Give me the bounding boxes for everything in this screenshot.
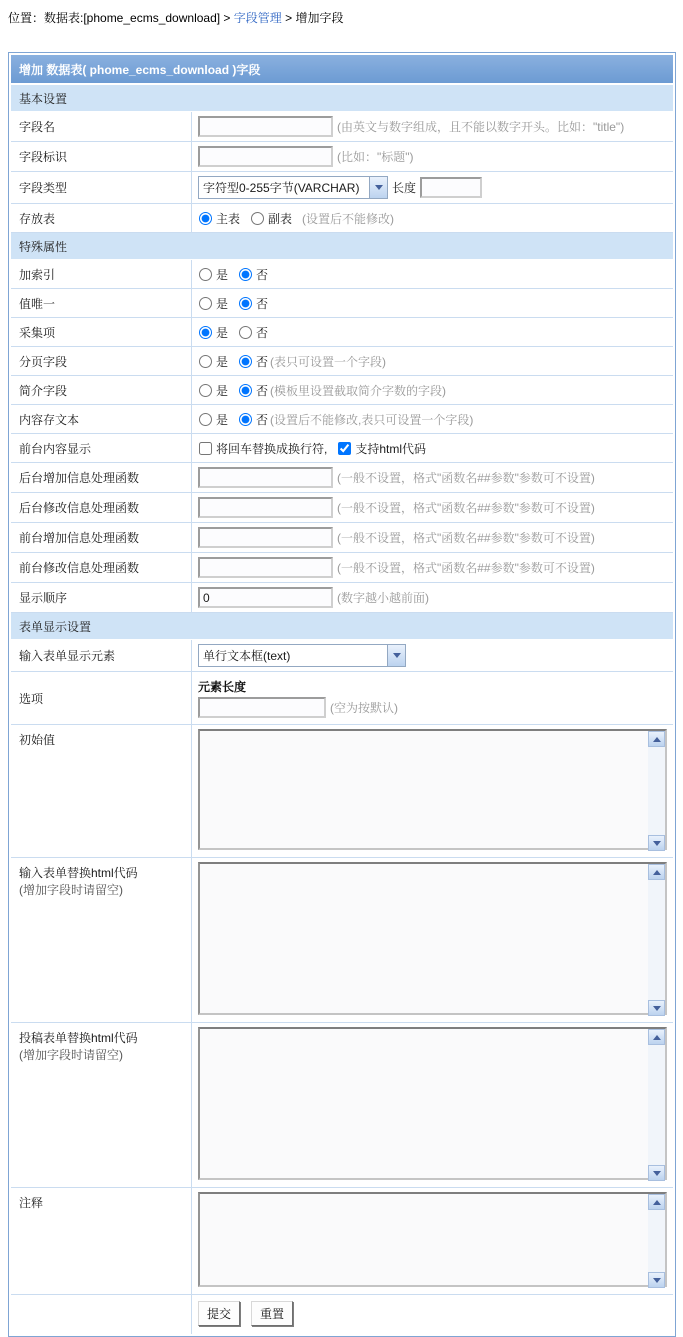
intro-field-label: 简介字段 <box>11 376 192 404</box>
row-content-text <box>11 405 673 434</box>
intro-field-no-radio[interactable] <box>239 384 252 397</box>
panel-title: 增加 数据表( phome_ecms_download )字段 <box>11 55 673 85</box>
page-field-no-radio[interactable] <box>239 355 252 368</box>
add-index-yes-radio[interactable] <box>199 268 212 281</box>
yes-label: 是 <box>216 296 229 311</box>
row-field-mark <box>11 142 673 172</box>
comment-textarea[interactable] <box>198 1192 667 1287</box>
field-mark-label: 字段标识 <box>11 142 192 171</box>
display-order-input[interactable] <box>198 587 333 608</box>
chevron-down-icon[interactable] <box>387 645 405 666</box>
collect-item-label: 采集项 <box>11 318 192 346</box>
front-display-label: 前台内容显示 <box>11 434 192 462</box>
scroll-up-icon[interactable] <box>648 864 665 880</box>
scroll-up-icon[interactable] <box>648 1029 665 1045</box>
no-label: 否 <box>256 383 269 398</box>
content-text-hint: (设置后不能修改,表只可设置一个字段) <box>270 412 474 427</box>
display-order-label: 显示顺序 <box>11 583 192 612</box>
scroll-down-icon[interactable] <box>648 835 665 851</box>
no-label: 否 <box>256 354 269 369</box>
display-order-hint: (数字越小越前面) <box>337 591 429 605</box>
textarea-scrollbar[interactable] <box>648 1194 665 1288</box>
section-special-attributes: 特殊属性 <box>11 233 673 260</box>
row-buttons <box>11 1295 673 1334</box>
intro-field-hint: (模板里设置截取简介字数的字段) <box>270 383 447 398</box>
row-field-type <box>11 172 673 204</box>
row-front-display <box>11 434 673 463</box>
row-intro-field <box>11 376 673 405</box>
unique-value-label: 值唯一 <box>11 289 192 317</box>
yes-label: 是 <box>216 354 229 369</box>
store-table-sub-label: 副表 <box>268 211 293 226</box>
row-page-field <box>11 347 673 376</box>
yes-label: 是 <box>216 325 229 340</box>
bg-add-func-label: 后台增加信息处理函数 <box>11 463 192 492</box>
textarea-scrollbar[interactable] <box>648 731 665 851</box>
add-field-panel <box>8 52 676 1337</box>
bg-edit-func-hint: (一般不设置，格式"函数名##参数"参数可不设置) <box>337 501 595 515</box>
newline-replace-checkbox[interactable] <box>199 442 212 455</box>
submit-form-html-textarea[interactable] <box>198 1027 667 1180</box>
input-element-selected-value: 单行文本框(text) <box>203 649 291 663</box>
length-label: 长度 <box>392 181 417 195</box>
field-type-selected-value: 字符型0-255字节(VARCHAR) <box>203 181 360 195</box>
row-add-index <box>11 260 673 289</box>
field-name-hint: (由英文与数字组成，且不能以数字开头。比如："title") <box>337 120 625 134</box>
support-html-checkbox[interactable] <box>338 442 351 455</box>
initial-value-label: 初始值 <box>11 725 192 857</box>
yes-label: 是 <box>216 412 229 427</box>
section-basic-settings: 基本设置 <box>11 85 673 112</box>
options-label: 选项 <box>11 672 192 724</box>
input-element-select[interactable] <box>198 644 406 667</box>
front-add-func-input[interactable] <box>198 527 333 548</box>
element-length-label: 元素长度 <box>198 680 247 694</box>
row-collect-item <box>11 318 673 347</box>
page-field-label: 分页字段 <box>11 347 192 375</box>
content-text-label: 内容存文本 <box>11 405 192 433</box>
bg-add-func-input[interactable] <box>198 467 333 488</box>
newline-replace-label: 将回车替换成换行符, <box>216 441 328 456</box>
front-add-func-label: 前台增加信息处理函数 <box>11 523 192 552</box>
scroll-up-icon[interactable] <box>648 731 665 747</box>
content-text-no-radio[interactable] <box>239 413 252 426</box>
add-index-label: 加索引 <box>11 260 192 288</box>
buttons-spacer <box>11 1295 192 1334</box>
store-table-main-label: 主表 <box>216 211 241 226</box>
breadcrumb-separator: > <box>220 11 234 25</box>
row-bg-edit-func <box>11 493 673 523</box>
breadcrumb-link-field-manage[interactable]: 字段管理 <box>233 11 282 25</box>
breadcrumb <box>0 0 683 26</box>
submit-form-html-note: (增加字段时请留空) <box>19 1048 123 1062</box>
scroll-up-icon[interactable] <box>648 1194 665 1210</box>
row-input-element <box>11 640 673 672</box>
scroll-down-icon[interactable] <box>648 1000 665 1016</box>
row-front-add-func <box>11 523 673 553</box>
row-comment <box>11 1188 673 1295</box>
element-length-input[interactable] <box>198 697 326 718</box>
input-element-label: 输入表单显示元素 <box>11 640 192 671</box>
add-index-no-radio[interactable] <box>239 268 252 281</box>
input-form-html-textarea[interactable] <box>198 862 667 1015</box>
row-field-name <box>11 112 673 142</box>
reset-button[interactable]: 重置 <box>251 1301 293 1326</box>
store-table-main-radio[interactable] <box>199 212 212 225</box>
row-input-form-html <box>11 858 673 1023</box>
no-label: 否 <box>256 325 269 340</box>
front-add-func-hint: (一般不设置，格式"函数名##参数"参数可不设置) <box>337 531 595 545</box>
submit-button[interactable]: 提交 <box>198 1301 240 1326</box>
initial-value-textarea[interactable] <box>198 729 667 850</box>
element-length-hint: (空为按默认) <box>330 701 398 715</box>
collect-no-radio[interactable] <box>239 326 252 339</box>
collect-yes-radio[interactable] <box>199 326 212 339</box>
yes-label: 是 <box>216 383 229 398</box>
bg-add-func-hint: (一般不设置，格式"函数名##参数"参数可不设置) <box>337 471 595 485</box>
chevron-down-icon[interactable] <box>369 177 387 198</box>
bg-edit-func-label: 后台修改信息处理函数 <box>11 493 192 522</box>
page-field-hint: (表只可设置一个字段) <box>270 354 387 369</box>
row-front-edit-func <box>11 553 673 583</box>
submit-form-html-label: 投稿表单替换html代码 <box>19 1031 138 1045</box>
field-mark-hint: (比如："标题") <box>337 150 414 164</box>
breadcrumb-location: 位置：数据表:[phome_ecms_download] <box>8 11 221 25</box>
no-label: 否 <box>256 296 269 311</box>
row-display-order <box>11 583 673 613</box>
row-initial-value <box>11 725 673 858</box>
scroll-down-icon[interactable] <box>648 1272 665 1288</box>
breadcrumb-separator: > <box>281 11 296 25</box>
row-options <box>11 672 673 725</box>
field-mark-input[interactable] <box>198 146 333 167</box>
no-label: 否 <box>256 412 269 427</box>
field-type-select[interactable] <box>198 176 388 199</box>
front-edit-func-label: 前台修改信息处理函数 <box>11 553 192 582</box>
intro-field-yes-radio[interactable] <box>199 384 212 397</box>
store-table-sub-radio[interactable] <box>251 212 264 225</box>
no-label: 否 <box>256 267 269 282</box>
input-form-html-label: 输入表单替换html代码 <box>19 866 138 880</box>
bg-edit-func-input[interactable] <box>198 497 333 518</box>
yes-label: 是 <box>216 267 229 282</box>
scroll-down-icon[interactable] <box>648 1165 665 1181</box>
row-store-table <box>11 204 673 233</box>
textarea-scrollbar[interactable] <box>648 864 665 1016</box>
comment-label: 注释 <box>11 1188 192 1294</box>
field-type-label: 字段类型 <box>11 172 192 203</box>
field-name-label: 字段名 <box>11 112 192 141</box>
row-bg-add-func <box>11 463 673 493</box>
input-form-html-note: (增加字段时请留空) <box>19 883 123 897</box>
textarea-scrollbar[interactable] <box>648 1029 665 1181</box>
unique-yes-radio[interactable] <box>199 297 212 310</box>
front-edit-func-input[interactable] <box>198 557 333 578</box>
front-edit-func-hint: (一般不设置，格式"函数名##参数"参数可不设置) <box>337 561 595 575</box>
section-form-display-settings: 表单显示设置 <box>11 613 673 640</box>
page-field-yes-radio[interactable] <box>199 355 212 368</box>
support-html-label: 支持html代码 <box>355 441 427 456</box>
content-text-yes-radio[interactable] <box>199 413 212 426</box>
field-name-input[interactable] <box>198 116 333 137</box>
length-input[interactable] <box>420 177 482 198</box>
store-table-label: 存放表 <box>11 204 192 232</box>
breadcrumb-current: 增加字段 <box>295 11 344 25</box>
unique-no-radio[interactable] <box>239 297 252 310</box>
store-table-hint: (设置后不能修改) <box>302 211 395 226</box>
row-unique-value <box>11 289 673 318</box>
row-submit-form-html <box>11 1023 673 1188</box>
